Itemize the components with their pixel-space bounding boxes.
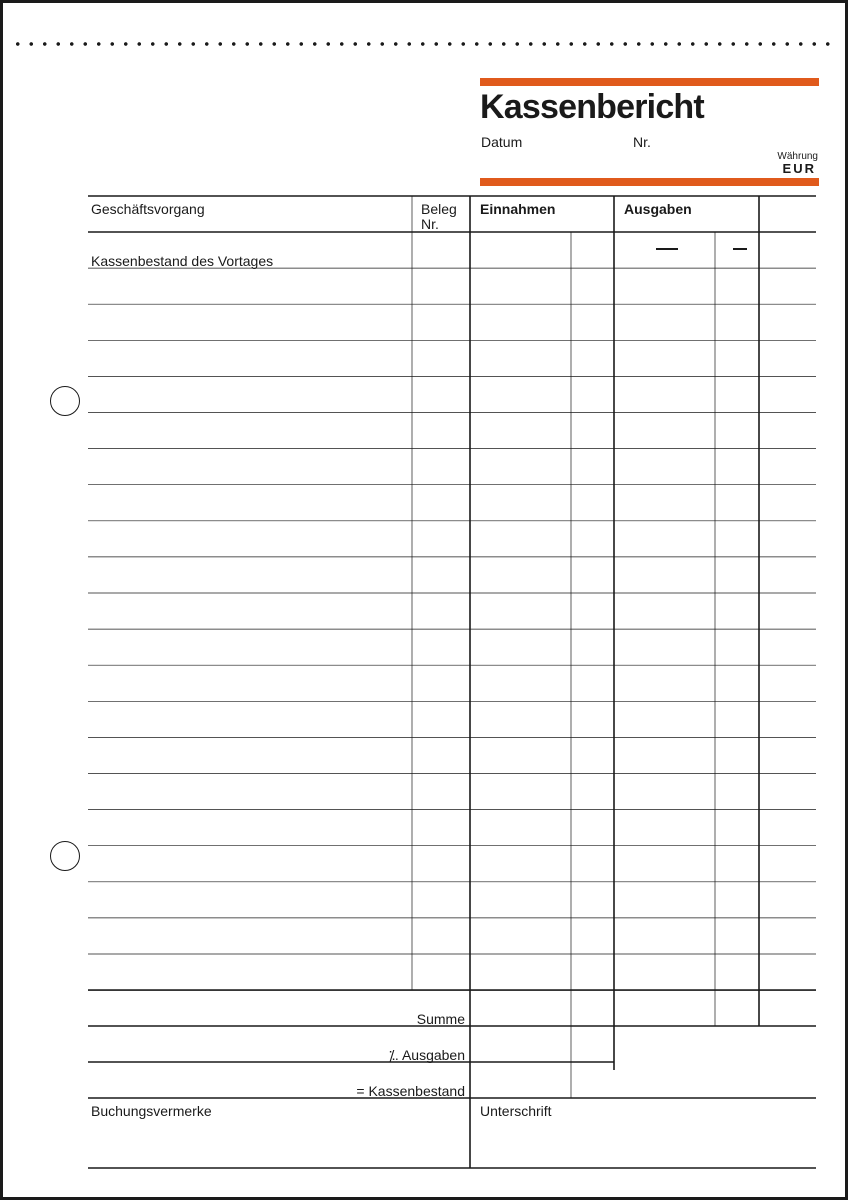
col-header-beleg-line1: Beleg [421,201,457,217]
buchungsvermerke-label: Buchungsvermerke [91,1103,212,1119]
col-header-ausgaben: Ausgaben [624,201,692,217]
col-header-beleg-line2: Nr. [421,216,439,232]
form-title: Kassenbericht [480,88,704,126]
nr-label: Nr. [633,134,651,150]
row-kassenbestand-vortag: Kassenbestand des Vortages [91,253,274,269]
dash-mark-cents [733,248,747,250]
col-header-geschaeftsvorgang: Geschäftsvorgang [91,201,205,217]
unterschrift-label: Unterschrift [480,1103,552,1119]
currency-value: EUR [782,161,816,176]
summe-label: Summe [416,1011,465,1027]
col-header-beleg [421,202,457,232]
datum-label: Datum [481,134,523,150]
col-header-einnahmen: Einnahmen [480,201,556,217]
waehrung-label: Währung [777,151,818,162]
dash-mark-ausgaben [656,248,678,250]
minus-ausgaben-label: ⁒. Ausgaben [388,1047,465,1063]
kassenbestand-label: = Kassenbestand [356,1083,465,1099]
